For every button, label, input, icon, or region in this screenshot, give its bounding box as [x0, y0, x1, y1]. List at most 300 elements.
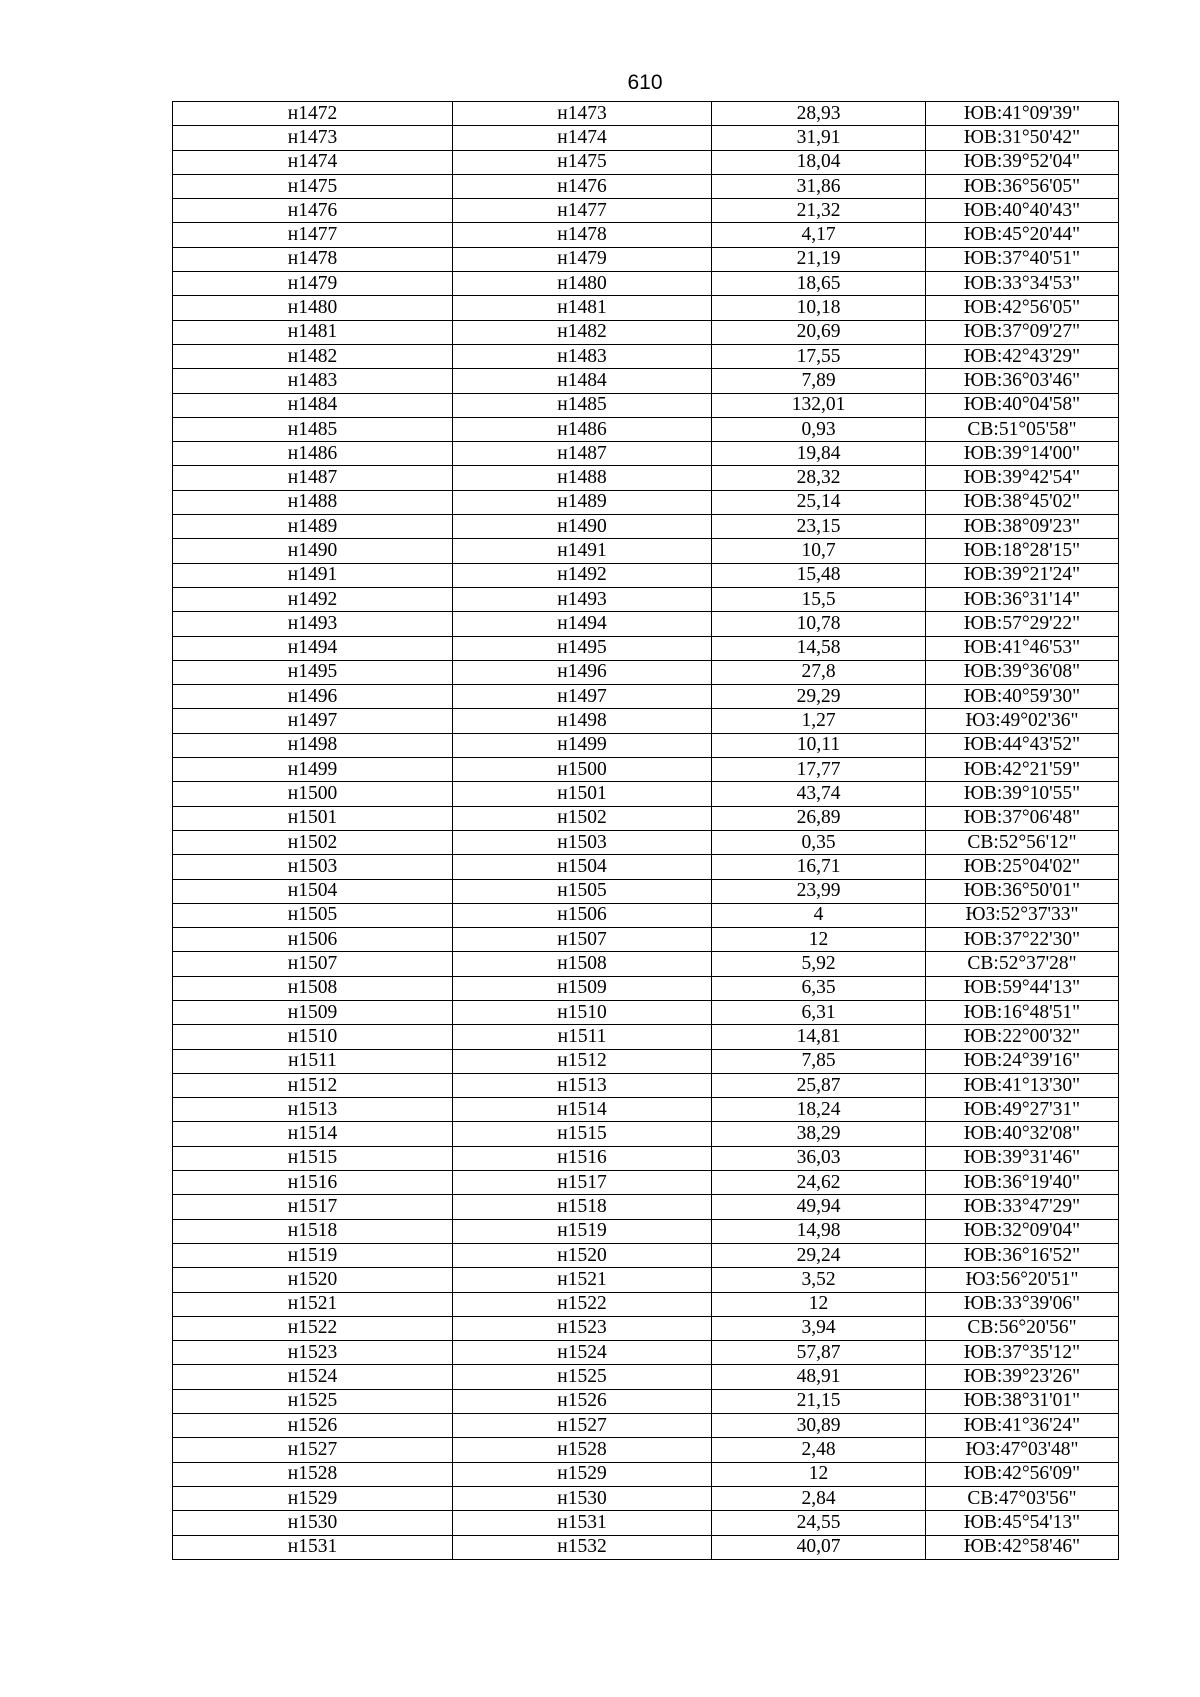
table-row — [173, 1292, 1119, 1316]
page-number: 610 — [627, 71, 663, 94]
to-point-cell: н1528 — [453, 1438, 712, 1462]
to-point-cell: н1513 — [453, 1073, 712, 1097]
to-point-cell: н1517 — [453, 1171, 712, 1195]
bearing-cell: ЮВ:31°50'42" — [926, 126, 1119, 150]
to-point-cell: н1498 — [453, 709, 712, 733]
table-row — [173, 709, 1119, 733]
from-point-cell: н1506 — [173, 928, 453, 952]
bearing-cell: ЮВ:41°13'30" — [926, 1073, 1119, 1097]
bearing-cell: ЮВ:40°40'43" — [926, 199, 1119, 223]
distance-cell: 31,91 — [712, 126, 926, 150]
from-point-cell: н1528 — [173, 1462, 453, 1486]
distance-cell: 26,89 — [712, 806, 926, 830]
to-point-cell: н1511 — [453, 1025, 712, 1049]
to-point-cell: н1497 — [453, 685, 712, 709]
to-point-cell: н1482 — [453, 320, 712, 344]
to-point-cell: н1504 — [453, 855, 712, 879]
from-point-cell: н1530 — [173, 1511, 453, 1535]
to-point-cell: н1479 — [453, 247, 712, 271]
from-point-cell: н1482 — [173, 344, 453, 368]
distance-cell: 4 — [712, 903, 926, 927]
table-row — [173, 102, 1119, 126]
from-point-cell: н1525 — [173, 1389, 453, 1413]
table-row — [173, 879, 1119, 903]
to-point-cell: н1530 — [453, 1486, 712, 1510]
to-point-cell: н1500 — [453, 758, 712, 782]
bearing-cell: ЮВ:37°06'48" — [926, 806, 1119, 830]
bearing-cell: ЮЗ:49°02'36" — [926, 709, 1119, 733]
distance-cell: 28,93 — [712, 102, 926, 126]
table-row — [173, 733, 1119, 757]
from-point-cell: н1529 — [173, 1486, 453, 1510]
to-point-cell: н1473 — [453, 102, 712, 126]
bearing-cell: ЮВ:40°32'08" — [926, 1122, 1119, 1146]
from-point-cell: н1486 — [173, 442, 453, 466]
from-point-cell: н1489 — [173, 515, 453, 539]
bearing-cell: ЮВ:25°04'02" — [926, 855, 1119, 879]
from-point-cell: н1531 — [173, 1535, 453, 1559]
from-point-cell: н1502 — [173, 830, 453, 854]
to-point-cell: н1487 — [453, 442, 712, 466]
from-point-cell: н1516 — [173, 1171, 453, 1195]
to-point-cell: н1514 — [453, 1098, 712, 1122]
to-point-cell: н1501 — [453, 782, 712, 806]
from-point-cell: н1508 — [173, 976, 453, 1000]
table-row — [173, 1341, 1119, 1365]
from-point-cell: н1517 — [173, 1195, 453, 1219]
distance-cell: 18,24 — [712, 1098, 926, 1122]
distance-cell: 28,32 — [712, 466, 926, 490]
bearing-cell: ЮВ:37°35'12" — [926, 1341, 1119, 1365]
table-row — [173, 1462, 1119, 1486]
to-point-cell: н1521 — [453, 1268, 712, 1292]
table-row — [173, 1365, 1119, 1389]
bearing-cell: ЮВ:32°09'04" — [926, 1219, 1119, 1243]
bearing-cell: СВ:52°56'12" — [926, 830, 1119, 854]
distance-cell: 4,17 — [712, 223, 926, 247]
bearing-cell: ЮВ:45°54'13" — [926, 1511, 1119, 1535]
table-row — [173, 636, 1119, 660]
from-point-cell: н1479 — [173, 272, 453, 296]
bearing-cell: ЮВ:36°19'40" — [926, 1171, 1119, 1195]
from-point-cell: н1488 — [173, 490, 453, 514]
distance-cell: 40,07 — [712, 1535, 926, 1559]
table-row — [173, 1171, 1119, 1195]
to-point-cell: н1524 — [453, 1341, 712, 1365]
table-row — [173, 369, 1119, 393]
table-row — [173, 150, 1119, 174]
distance-cell: 17,77 — [712, 758, 926, 782]
distance-cell: 36,03 — [712, 1146, 926, 1170]
table-row — [173, 126, 1119, 150]
from-point-cell: н1474 — [173, 150, 453, 174]
bearing-cell: ЮВ:38°31'01" — [926, 1389, 1119, 1413]
from-point-cell: н1518 — [173, 1219, 453, 1243]
to-point-cell: н1483 — [453, 344, 712, 368]
table-row — [173, 1219, 1119, 1243]
bearing-cell: ЮВ:39°21'24" — [926, 563, 1119, 587]
table-row — [173, 1195, 1119, 1219]
to-point-cell: н1506 — [453, 903, 712, 927]
distance-cell: 25,87 — [712, 1073, 926, 1097]
table-row — [173, 830, 1119, 854]
from-point-cell: н1475 — [173, 174, 453, 198]
to-point-cell: н1520 — [453, 1243, 712, 1267]
table-body — [173, 102, 1119, 1560]
table-row — [173, 1268, 1119, 1292]
from-point-cell: н1504 — [173, 879, 453, 903]
bearing-cell: ЮВ:42°56'05" — [926, 296, 1119, 320]
distance-cell: 21,19 — [712, 247, 926, 271]
bearing-cell: ЮВ:36°03'46" — [926, 369, 1119, 393]
bearing-cell: ЮВ:41°09'39" — [926, 102, 1119, 126]
to-point-cell: н1532 — [453, 1535, 712, 1559]
distance-cell: 21,32 — [712, 199, 926, 223]
bearing-cell: ЮВ:36°16'52" — [926, 1243, 1119, 1267]
table-row — [173, 1414, 1119, 1438]
to-point-cell: н1499 — [453, 733, 712, 757]
distance-cell: 5,92 — [712, 952, 926, 976]
bearing-cell: ЮВ:37°22'30" — [926, 928, 1119, 952]
bearing-cell: ЮВ:49°27'31" — [926, 1098, 1119, 1122]
from-point-cell: н1494 — [173, 636, 453, 660]
bearing-cell: ЮВ:59°44'13" — [926, 976, 1119, 1000]
distance-cell: 3,52 — [712, 1268, 926, 1292]
distance-cell: 14,98 — [712, 1219, 926, 1243]
bearing-cell: ЮВ:45°20'44" — [926, 223, 1119, 247]
table-row — [173, 344, 1119, 368]
to-point-cell: н1486 — [453, 417, 712, 441]
table-row — [173, 928, 1119, 952]
table-row — [173, 320, 1119, 344]
from-point-cell: н1503 — [173, 855, 453, 879]
to-point-cell: н1519 — [453, 1219, 712, 1243]
bearing-cell: СВ:51°05'58" — [926, 417, 1119, 441]
to-point-cell: н1512 — [453, 1049, 712, 1073]
distance-cell: 17,55 — [712, 344, 926, 368]
bearing-cell: ЮВ:39°31'46" — [926, 1146, 1119, 1170]
table-row — [173, 1049, 1119, 1073]
table-row — [173, 393, 1119, 417]
bearing-cell: СВ:47°03'56" — [926, 1486, 1119, 1510]
distance-cell: 57,87 — [712, 1341, 926, 1365]
from-point-cell: н1478 — [173, 247, 453, 271]
distance-cell: 15,48 — [712, 563, 926, 587]
distance-cell: 3,94 — [712, 1316, 926, 1340]
table-row — [173, 563, 1119, 587]
to-point-cell: н1476 — [453, 174, 712, 198]
bearing-cell: ЮВ:39°36'08" — [926, 660, 1119, 684]
bearing-cell: ЮВ:42°43'29" — [926, 344, 1119, 368]
distance-cell: 6,31 — [712, 1000, 926, 1024]
bearing-cell: ЮВ:39°10'55" — [926, 782, 1119, 806]
from-point-cell: н1500 — [173, 782, 453, 806]
to-point-cell: н1529 — [453, 1462, 712, 1486]
from-point-cell: н1498 — [173, 733, 453, 757]
bearing-cell: ЮВ:39°42'54" — [926, 466, 1119, 490]
distance-cell: 10,11 — [712, 733, 926, 757]
from-point-cell: н1483 — [173, 369, 453, 393]
bearing-cell: ЮВ:39°23'26" — [926, 1365, 1119, 1389]
table-row — [173, 1438, 1119, 1462]
from-point-cell: н1499 — [173, 758, 453, 782]
bearing-cell: ЮВ:42°21'59" — [926, 758, 1119, 782]
table-row — [173, 1389, 1119, 1413]
table-row — [173, 1146, 1119, 1170]
to-point-cell: н1527 — [453, 1414, 712, 1438]
distance-cell: 31,86 — [712, 174, 926, 198]
bearing-cell: ЮВ:39°52'04" — [926, 150, 1119, 174]
from-point-cell: н1476 — [173, 199, 453, 223]
table-row — [173, 199, 1119, 223]
from-point-cell: н1512 — [173, 1073, 453, 1097]
bearing-cell: ЮВ:39°14'00" — [926, 442, 1119, 466]
distance-cell: 27,8 — [712, 660, 926, 684]
bearing-cell: ЮЗ:47°03'48" — [926, 1438, 1119, 1462]
to-point-cell: н1493 — [453, 587, 712, 611]
table-row — [173, 174, 1119, 198]
from-point-cell: н1522 — [173, 1316, 453, 1340]
to-point-cell: н1523 — [453, 1316, 712, 1340]
table-row — [173, 490, 1119, 514]
distance-cell: 29,24 — [712, 1243, 926, 1267]
table-row — [173, 660, 1119, 684]
bearing-cell: ЮВ:42°56'09" — [926, 1462, 1119, 1486]
to-point-cell: н1491 — [453, 539, 712, 563]
from-point-cell: н1519 — [173, 1243, 453, 1267]
to-point-cell: н1484 — [453, 369, 712, 393]
to-point-cell: н1485 — [453, 393, 712, 417]
distance-cell: 29,29 — [712, 685, 926, 709]
from-point-cell: н1510 — [173, 1025, 453, 1049]
bearing-cell: ЮВ:24°39'16" — [926, 1049, 1119, 1073]
bearing-cell: ЮВ:38°45'02" — [926, 490, 1119, 514]
bearing-cell: ЮВ:37°40'51" — [926, 247, 1119, 271]
table-row — [173, 1073, 1119, 1097]
from-point-cell: н1514 — [173, 1122, 453, 1146]
table-row — [173, 782, 1119, 806]
from-point-cell: н1524 — [173, 1365, 453, 1389]
from-point-cell: н1505 — [173, 903, 453, 927]
table-row — [173, 758, 1119, 782]
to-point-cell: н1531 — [453, 1511, 712, 1535]
table-row — [173, 685, 1119, 709]
distance-cell: 10,18 — [712, 296, 926, 320]
to-point-cell: н1510 — [453, 1000, 712, 1024]
to-point-cell: н1508 — [453, 952, 712, 976]
table-row — [173, 806, 1119, 830]
to-point-cell: н1494 — [453, 612, 712, 636]
to-point-cell: н1477 — [453, 199, 712, 223]
distance-cell: 24,55 — [712, 1511, 926, 1535]
distance-cell: 49,94 — [712, 1195, 926, 1219]
table-row — [173, 223, 1119, 247]
distance-cell: 7,89 — [712, 369, 926, 393]
from-point-cell: н1521 — [173, 1292, 453, 1316]
table-row — [173, 587, 1119, 611]
table-row — [173, 976, 1119, 1000]
to-point-cell: н1505 — [453, 879, 712, 903]
distance-cell: 20,69 — [712, 320, 926, 344]
table-row — [173, 1025, 1119, 1049]
boundary-coordinates-table — [172, 101, 1119, 1560]
distance-cell: 14,58 — [712, 636, 926, 660]
to-point-cell: н1478 — [453, 223, 712, 247]
to-point-cell: н1509 — [453, 976, 712, 1000]
from-point-cell: н1527 — [173, 1438, 453, 1462]
from-point-cell: н1491 — [173, 563, 453, 587]
to-point-cell: н1492 — [453, 563, 712, 587]
bearing-cell: ЮВ:36°50'01" — [926, 879, 1119, 903]
distance-cell: 23,15 — [712, 515, 926, 539]
from-point-cell: н1511 — [173, 1049, 453, 1073]
bearing-cell: ЮВ:33°34'53" — [926, 272, 1119, 296]
to-point-cell: н1489 — [453, 490, 712, 514]
to-point-cell: н1516 — [453, 1146, 712, 1170]
bearing-cell: ЮВ:41°36'24" — [926, 1414, 1119, 1438]
table-row — [173, 417, 1119, 441]
bearing-cell: ЮВ:33°39'06" — [926, 1292, 1119, 1316]
from-point-cell: н1472 — [173, 102, 453, 126]
bearing-cell: ЮВ:38°09'23" — [926, 515, 1119, 539]
from-point-cell: н1473 — [173, 126, 453, 150]
distance-cell: 12 — [712, 1462, 926, 1486]
table-row — [173, 1243, 1119, 1267]
bearing-cell: ЮВ:18°28'15" — [926, 539, 1119, 563]
to-point-cell: н1490 — [453, 515, 712, 539]
table-row — [173, 1511, 1119, 1535]
to-point-cell: н1515 — [453, 1122, 712, 1146]
from-point-cell: н1509 — [173, 1000, 453, 1024]
from-point-cell: н1480 — [173, 296, 453, 320]
from-point-cell: н1477 — [173, 223, 453, 247]
distance-cell: 12 — [712, 1292, 926, 1316]
bearing-cell: ЮВ:36°31'14" — [926, 587, 1119, 611]
bearing-cell: ЮЗ:56°20'51" — [926, 1268, 1119, 1292]
to-point-cell: н1474 — [453, 126, 712, 150]
distance-cell: 14,81 — [712, 1025, 926, 1049]
distance-cell: 18,65 — [712, 272, 926, 296]
distance-cell: 132,01 — [712, 393, 926, 417]
distance-cell: 30,89 — [712, 1414, 926, 1438]
bearing-cell: ЮВ:16°48'51" — [926, 1000, 1119, 1024]
distance-cell: 48,91 — [712, 1365, 926, 1389]
from-point-cell: н1493 — [173, 612, 453, 636]
from-point-cell: н1485 — [173, 417, 453, 441]
bearing-cell: ЮВ:44°43'52" — [926, 733, 1119, 757]
to-point-cell: н1518 — [453, 1195, 712, 1219]
table-row — [173, 1486, 1119, 1510]
distance-cell: 25,14 — [712, 490, 926, 514]
distance-cell: 24,62 — [712, 1171, 926, 1195]
to-point-cell: н1480 — [453, 272, 712, 296]
from-point-cell: н1523 — [173, 1341, 453, 1365]
table-row — [173, 903, 1119, 927]
bearing-cell: ЮВ:57°29'22" — [926, 612, 1119, 636]
from-point-cell: н1487 — [173, 466, 453, 490]
distance-cell: 10,78 — [712, 612, 926, 636]
from-point-cell: н1520 — [173, 1268, 453, 1292]
bearing-cell: ЮВ:40°59'30" — [926, 685, 1119, 709]
from-point-cell: н1501 — [173, 806, 453, 830]
table-row — [173, 1098, 1119, 1122]
distance-cell: 43,74 — [712, 782, 926, 806]
table-row — [173, 296, 1119, 320]
to-point-cell: н1503 — [453, 830, 712, 854]
distance-cell: 12 — [712, 928, 926, 952]
to-point-cell: н1475 — [453, 150, 712, 174]
bearing-cell: ЮВ:40°04'58" — [926, 393, 1119, 417]
distance-cell: 2,84 — [712, 1486, 926, 1510]
table-row — [173, 1000, 1119, 1024]
to-point-cell: н1496 — [453, 660, 712, 684]
to-point-cell: н1526 — [453, 1389, 712, 1413]
table-row — [173, 247, 1119, 271]
bearing-cell: СВ:56°20'56" — [926, 1316, 1119, 1340]
from-point-cell: н1497 — [173, 709, 453, 733]
from-point-cell: н1496 — [173, 685, 453, 709]
table-row — [173, 1316, 1119, 1340]
from-point-cell: н1526 — [173, 1414, 453, 1438]
from-point-cell: н1507 — [173, 952, 453, 976]
table-row — [173, 272, 1119, 296]
distance-cell: 15,5 — [712, 587, 926, 611]
distance-cell: 6,35 — [712, 976, 926, 1000]
bearing-cell: СВ:52°37'28" — [926, 952, 1119, 976]
to-point-cell: н1481 — [453, 296, 712, 320]
table-row — [173, 1535, 1119, 1559]
distance-cell: 0,35 — [712, 830, 926, 854]
table-row — [173, 466, 1119, 490]
distance-cell: 7,85 — [712, 1049, 926, 1073]
bearing-cell: ЮВ:41°46'53" — [926, 636, 1119, 660]
from-point-cell: н1481 — [173, 320, 453, 344]
table-row — [173, 612, 1119, 636]
table-row — [173, 855, 1119, 879]
to-point-cell: н1502 — [453, 806, 712, 830]
distance-cell: 16,71 — [712, 855, 926, 879]
from-point-cell: н1484 — [173, 393, 453, 417]
distance-cell: 1,27 — [712, 709, 926, 733]
to-point-cell: н1495 — [453, 636, 712, 660]
bearing-cell: ЮВ:33°47'29" — [926, 1195, 1119, 1219]
table-row — [173, 952, 1119, 976]
from-point-cell: н1490 — [173, 539, 453, 563]
bearing-cell: ЮЗ:52°37'33" — [926, 903, 1119, 927]
to-point-cell: н1525 — [453, 1365, 712, 1389]
from-point-cell: н1513 — [173, 1098, 453, 1122]
distance-cell: 19,84 — [712, 442, 926, 466]
from-point-cell: н1515 — [173, 1146, 453, 1170]
bearing-cell: ЮВ:22°00'32" — [926, 1025, 1119, 1049]
from-point-cell: н1495 — [173, 660, 453, 684]
table-row — [173, 1122, 1119, 1146]
distance-cell: 18,04 — [712, 150, 926, 174]
bearing-cell: ЮВ:36°56'05" — [926, 174, 1119, 198]
to-point-cell: н1522 — [453, 1292, 712, 1316]
distance-cell: 38,29 — [712, 1122, 926, 1146]
table-row — [173, 442, 1119, 466]
from-point-cell: н1492 — [173, 587, 453, 611]
distance-cell: 2,48 — [712, 1438, 926, 1462]
table-row — [173, 515, 1119, 539]
distance-cell: 0,93 — [712, 417, 926, 441]
table-row — [173, 539, 1119, 563]
distance-cell: 21,15 — [712, 1389, 926, 1413]
to-point-cell: н1488 — [453, 466, 712, 490]
distance-cell: 10,7 — [712, 539, 926, 563]
distance-cell: 23,99 — [712, 879, 926, 903]
